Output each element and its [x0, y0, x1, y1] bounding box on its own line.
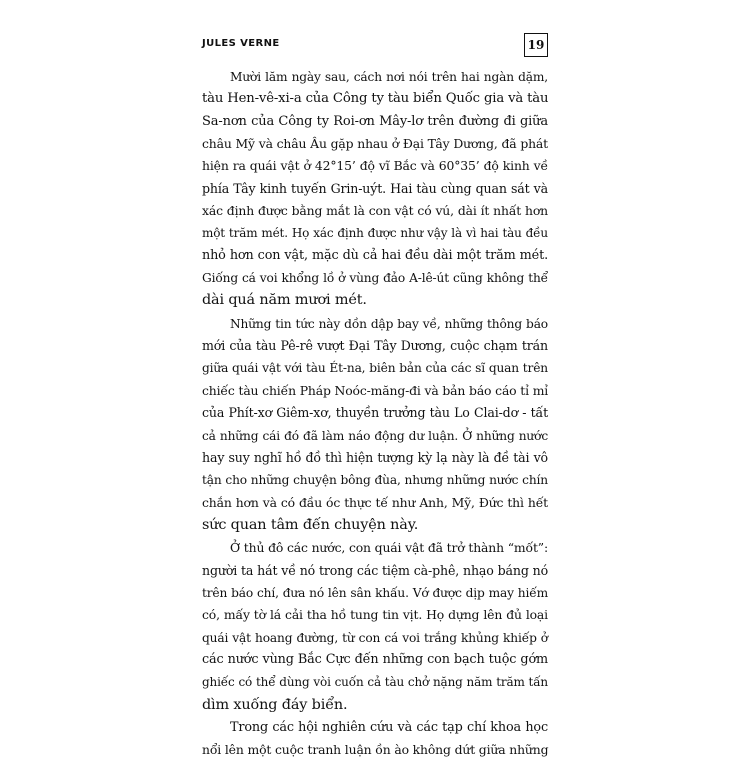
text-line: chiếc tàu chiến Pháp Noóc-măng-đi và bản báo cáo tỉ mỉ — [202, 382, 549, 398]
text-line: xác định được bằng mắt là con vật có vú, dài ít nhất hơn — [202, 203, 548, 219]
paragraph-4 — [202, 717, 548, 762]
text-line: một trăm mét. Họ xác định được như vậy là vì hai tàu đều — [202, 226, 548, 241]
text-line: Những tin tức này dồn dập bay về, những thông báo — [230, 316, 548, 331]
text-line: tàu Hen-vê-xi-a của Công ty tàu biển Quốc gia và tàu — [202, 91, 549, 107]
text-line: Mười lăm ngày sau, cách nơi nói trên hai ngàn dặm, — [230, 70, 548, 84]
text-line: người ta hát về nó trong các tiệm cà-phê, nhạo báng nó — [202, 562, 548, 578]
text-line: có, mấy tờ lá cải tha hồ tung tin vịt. Họ dựng lên đủ loại — [202, 607, 548, 623]
text-line: của Phít-xơ Giêm-xơ, thuyền trưởng tàu Lo Clai-dơ - tất — [202, 405, 548, 421]
text-line: châu Mỹ và châu Âu gặp nhau ở Đại Tây Dương, đã phát — [202, 136, 548, 152]
text-line: Giống cá voi khổng lồ ở vùng đảo A-lê-út cũng không thể — [202, 271, 548, 286]
text-line: chắn hơn và có đầu óc thực tế như Anh, Mỹ, Đức thì hết — [202, 494, 548, 510]
text-line: sức quan tâm đến chuyện này. — [202, 516, 419, 533]
paragraph-3 — [202, 537, 548, 716]
text-line: tận cho những chuyện bông đùa, nhưng những nước chín — [202, 473, 548, 488]
body-text — [202, 66, 548, 762]
text-line: giữa quái vật với tàu Ét-na, biên bản của các sĩ quan trên — [202, 361, 548, 376]
paragraph-1 — [202, 66, 548, 312]
text-line: cả những cái đó đã làm náo động dư luận. Ở những nước — [202, 428, 548, 443]
text-line: dìm xuống đáy biển. — [202, 696, 348, 713]
text-line: phía Tây kinh tuyến Grin-uýt. Hai tàu cùng quan sát và — [202, 180, 548, 196]
text-line: trên báo chí, đưa nó lên sân khấu. Vớ được dịp may hiếm — [202, 585, 548, 600]
text-line: mới của tàu Pê-rê vượt Đại Tây Dương, cuộc chạm trán — [202, 338, 548, 354]
running-header-author: JULES VERNE — [202, 38, 280, 49]
text-line: nổi lên một cuộc tranh luận ồn ào không dứt giữa những — [202, 742, 549, 758]
text-line: hay suy nghĩ hồ đồ thì hiện tượng kỳ lạ này là đề tài vô — [202, 449, 548, 465]
text-line: các nước vùng Bắc Cực đến những con bạch tuộc gớm — [202, 651, 548, 667]
text-line: Trong các hội nghiên cứu và các tạp chí khoa học — [230, 719, 548, 735]
text-line: nhỏ hơn con vật, mặc dù cả hai đều dài một trăm mét. — [202, 247, 548, 263]
text-line: Ở thủ đô các nước, con quái vật đã trở thành “mốt”: — [230, 540, 548, 556]
text-line: quái vật hoang đường, từ con cá voi trắng khủng khiếp ở — [202, 630, 548, 645]
text-line: hiện ra quái vật ở 42°15’ độ vĩ Bắc và 60°35’ độ kinh về — [202, 158, 548, 174]
text-line: dài quá năm mươi mét. — [202, 292, 367, 309]
text-line: Sa-nơn của Công ty Roi-ơn Mây-lơ trên đường đi giữa — [202, 113, 548, 129]
paragraph-2 — [202, 313, 548, 536]
page-number: 19 — [524, 33, 548, 57]
text-line: ghiếc có thể dùng vòi cuốn cả tàu chở nặng năm trăm tấn — [202, 675, 548, 690]
